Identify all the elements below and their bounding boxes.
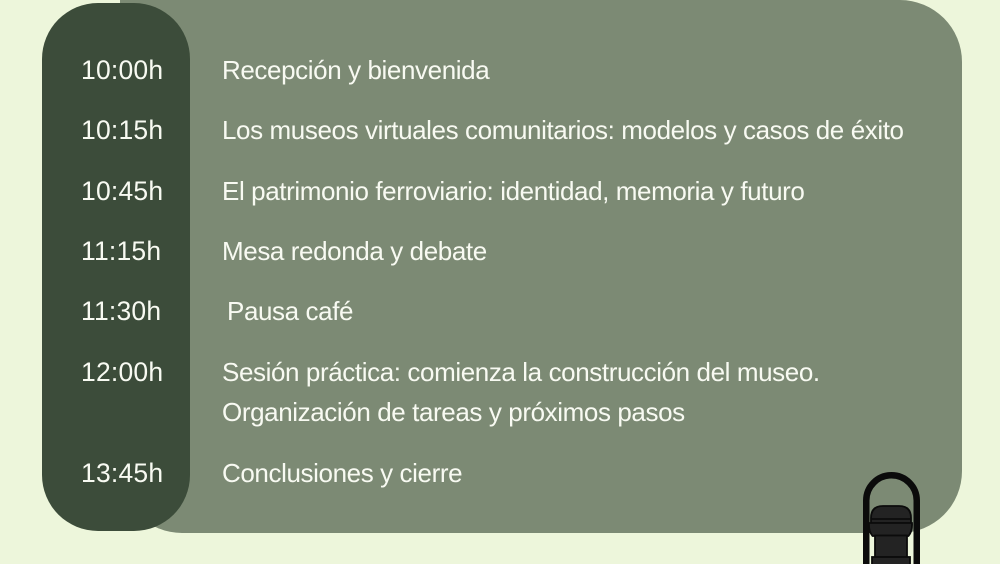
time-label: 11:15h bbox=[81, 236, 162, 266]
session-title-line2: Organización de tareas y próximos pasos bbox=[222, 396, 685, 427]
session-title bbox=[222, 352, 820, 432]
session-title: Los museos virtuales comunitarios: modelos y casos de éxito bbox=[222, 115, 904, 145]
time-label: 11:30h bbox=[81, 296, 162, 326]
time-label: 10:45h bbox=[81, 175, 164, 206]
time-label: 10:15h bbox=[81, 115, 164, 145]
time-label: 10:00h bbox=[81, 55, 164, 85]
railway-lantern-icon bbox=[860, 472, 921, 564]
session-title: Recepción y bienvenida bbox=[222, 55, 490, 85]
session-title-line1: Sesión práctica: comienza la construcción del museo. bbox=[222, 356, 820, 387]
time-label: 13:45h bbox=[81, 458, 164, 488]
session-title: El patrimonio ferroviario: identidad, memoria y futuro bbox=[222, 175, 805, 206]
time-label: 12:00h bbox=[81, 356, 164, 387]
session-title: Conclusiones y cierre bbox=[222, 458, 463, 488]
session-title: Pausa café bbox=[227, 296, 354, 326]
session-title: Mesa redonda y debate bbox=[222, 236, 487, 266]
